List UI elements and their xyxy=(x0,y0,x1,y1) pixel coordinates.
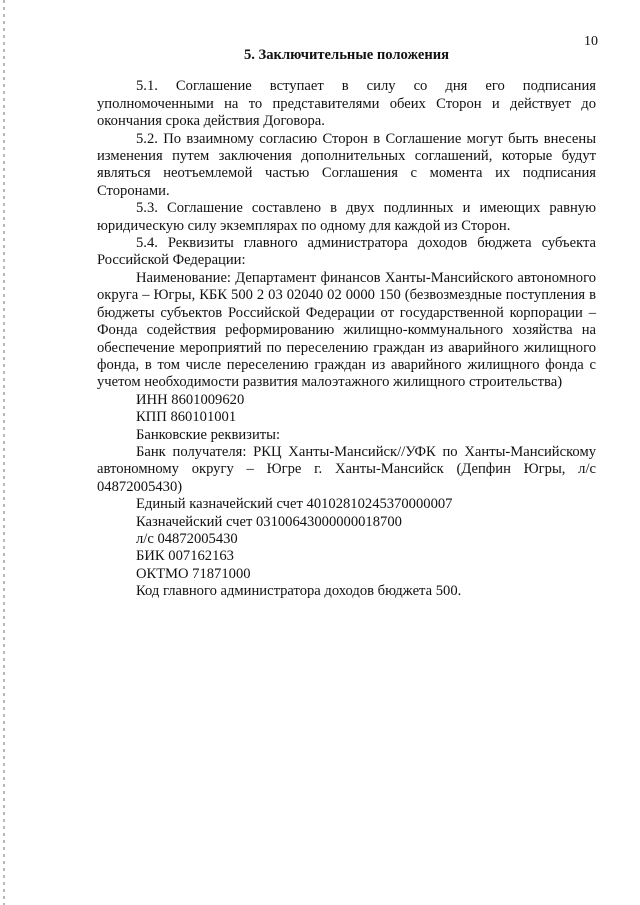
inn-line: ИНН 8601009620 xyxy=(136,391,245,408)
document-body xyxy=(97,47,596,601)
clause-5-4: 5.4. Реквизиты главного администратора доходов бюджета субъекта Российской Федерации: xyxy=(97,235,596,269)
recipient-bank: Банк получателя: РКЦ Ханты-Мансийск//УФК по Ханты-Мансийскому автономному округу – Югре г. Ханты-Мансийск (Депфин Югры, л/с 04872005430) xyxy=(97,443,596,495)
clause-5-3: 5.3. Соглашение составлено в двух подлинных и имеющих равную юридическую силу экземплярах по одному для каждой из Сторон. xyxy=(97,200,596,234)
oktmo-line: ОКТМО 71871000 xyxy=(136,565,251,582)
section-title: 5. Заключительные положения xyxy=(243,47,450,63)
bank-details-header: Банковские реквизиты: xyxy=(136,426,280,443)
clause-5-1: 5.1. Соглашение вступает в силу со дня его подписания уполномоченными на то представителями обеих Сторон и действует до окончания срока действия Договора. xyxy=(97,78,596,130)
admin-code-line: Код главного администратора доходов бюджета 500. xyxy=(136,583,462,600)
page-number: 10 xyxy=(584,34,598,49)
treasury-account: Казначейский счет 03100643000000018700 xyxy=(136,513,402,530)
clause-5-2: 5.2. По взаимному согласию Сторон в Соглашение могут быть внесены изменения путем заключения дополнительных соглашений, которые будут являться неотъемлемой частью Соглашения с момента их подписания Сторонами. xyxy=(97,130,596,199)
bik-line: БИК 007162163 xyxy=(136,548,234,565)
kpp-line: КПП 860101001 xyxy=(136,409,237,426)
binding-edge xyxy=(3,0,5,905)
single-treasury-account: Единый казначейский счет 40102810245370000007 xyxy=(136,496,453,513)
personal-account: л/с 04872005430 xyxy=(136,530,238,547)
administrator-name: Наименование: Департамент финансов Ханты-Мансийского автономного округа – Югры, КБК 500 2 03 02040 02 0000 150 (безвозмездные поступления в бюджеты субъектов Российской Федерации от государственной корпорации – Фонда содействия реформированию жилищно-коммунального хозяйства на обеспечение мероприятий по переселению граждан из аварийного жилищного фонда, в том числе переселению граждан из аварийного жилищного фонда с учетом необходимости развития малоэтажного жилищного строительства) xyxy=(97,269,596,391)
